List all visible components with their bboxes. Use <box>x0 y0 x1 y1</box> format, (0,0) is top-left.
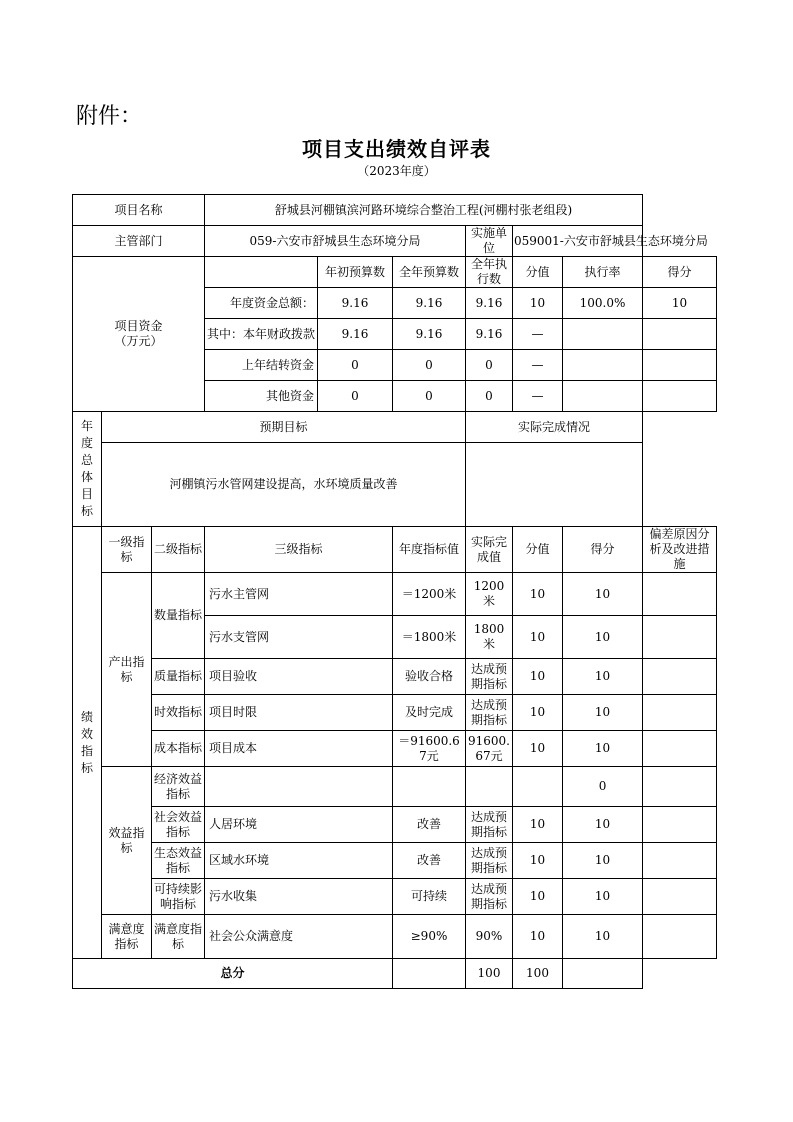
actual-value: 达成预期指标 <box>466 843 513 879</box>
indicator-header-cell: 年度指标值 <box>393 527 466 573</box>
total-row <box>73 959 717 989</box>
score: 10 <box>563 695 643 731</box>
score: 10 <box>563 616 643 659</box>
funds-rate-cell: 100.0% <box>563 288 643 319</box>
target-value: ≥90% <box>393 915 466 959</box>
level2-indicator: 社会效益指标 <box>152 807 205 843</box>
funds-score-cell: 10 <box>643 288 717 319</box>
target-value: 改善 <box>393 807 466 843</box>
evaluation-table <box>72 194 717 989</box>
score: 0 <box>563 767 643 807</box>
funds-score-value-cell: — <box>513 350 563 381</box>
level2-indicator: 成本指标 <box>152 731 205 767</box>
level3-indicator: 项目时限 <box>205 695 393 731</box>
goals-expected-text: 河棚镇污水管网建设提高，水环境质量改善 <box>102 443 466 527</box>
score-value: 10 <box>513 616 563 659</box>
level1-indicator: 效益指标 <box>102 767 152 915</box>
score-value: 10 <box>513 731 563 767</box>
indicator-row <box>73 843 717 879</box>
funds-header-cell: 得分 <box>643 257 717 288</box>
deviation-note <box>643 573 717 616</box>
level3-indicator: 区域水环境 <box>205 843 393 879</box>
indicator-row <box>73 915 717 959</box>
level2-indicator: 数量指标 <box>152 573 205 659</box>
level1-indicator: 满意度指标 <box>102 915 152 959</box>
target-value: ＝1800米 <box>393 616 466 659</box>
total-score: 100 <box>513 959 563 989</box>
level1-indicator: 产出指标 <box>102 573 152 767</box>
project-name-value: 舒城县河棚镇滨河路环境综合整治工程(河棚村张老组段) <box>205 195 643 226</box>
attachment-label: 附件： <box>76 104 143 129</box>
score: 10 <box>563 659 643 695</box>
page-title: 项目支出绩效自评表 <box>302 137 491 161</box>
funds-init-cell: 0 <box>318 350 393 381</box>
indicator-row <box>73 695 717 731</box>
department-row <box>73 226 717 257</box>
level2-indicator: 质量指标 <box>152 659 205 695</box>
funds-annual-cell: 9.16 <box>393 288 466 319</box>
funds-row-label: 其中：本年财政拨款 <box>205 319 318 350</box>
actual-value: 91600.67元 <box>466 731 513 767</box>
score: 10 <box>563 843 643 879</box>
funds-annual-cell: 0 <box>393 350 466 381</box>
funds-rate-cell <box>563 381 643 412</box>
funds-init-cell: 9.16 <box>318 288 393 319</box>
deviation-note <box>643 731 717 767</box>
score-value: 10 <box>513 915 563 959</box>
funds-annual-cell: 9.16 <box>393 319 466 350</box>
score-value <box>513 767 563 807</box>
indicators-header-row <box>73 527 717 573</box>
indicator-header-cell: 分值 <box>513 527 563 573</box>
goals-content-row <box>73 443 717 527</box>
dept-value: 059-六安市舒城县生态环境分局 <box>205 226 466 257</box>
actual-value <box>466 767 513 807</box>
funds-header-cell: 年初预算数 <box>318 257 393 288</box>
deviation-note <box>643 695 717 731</box>
indicator-row <box>73 807 717 843</box>
indicator-row <box>73 573 717 616</box>
funds-header-row <box>73 257 717 288</box>
indicator-header-cell: 三级指标 <box>205 527 393 573</box>
level2-indicator: 生态效益指标 <box>152 843 205 879</box>
total-value: 100 <box>466 959 513 989</box>
goals-label-text: 年度总体目标 <box>80 419 93 518</box>
indicator-header-cell: 实际完成值 <box>466 527 513 573</box>
funds-header-cell: 全年预算数 <box>393 257 466 288</box>
indicator-row <box>73 659 717 695</box>
score: 10 <box>563 807 643 843</box>
funds-row-label: 其他资金 <box>205 381 318 412</box>
indicator-header-cell: 一级指标 <box>102 527 152 573</box>
score: 10 <box>563 879 643 915</box>
level3-indicator: 人居环境 <box>205 807 393 843</box>
target-value: 验收合格 <box>393 659 466 695</box>
funds-exec-cell: 0 <box>466 381 513 412</box>
indicator-header-cell: 得分 <box>563 527 643 573</box>
goals-header-row <box>73 412 717 443</box>
funds-label: 项目资金 （万元） <box>73 257 205 412</box>
level3-indicator <box>205 767 393 807</box>
project-name-label: 项目名称 <box>73 195 205 226</box>
level2-indicator: 可持续影响指标 <box>152 879 205 915</box>
deviation-note <box>643 915 717 959</box>
level3-indicator: 污水收集 <box>205 879 393 915</box>
actual-value: 1800米 <box>466 616 513 659</box>
level2-indicator: 经济效益指标 <box>152 767 205 807</box>
funds-score-cell <box>643 381 717 412</box>
goals-expected-label: 预期目标 <box>102 412 466 443</box>
funds-header-cell: 全年执行数 <box>466 257 513 288</box>
target-value: 及时完成 <box>393 695 466 731</box>
goals-actual-label: 实际完成情况 <box>466 412 643 443</box>
level3-indicator: 社会公众满意度 <box>205 915 393 959</box>
actual-value: 1200米 <box>466 573 513 616</box>
deviation-note <box>643 659 717 695</box>
funds-row-label: 年度资金总额： <box>205 288 318 319</box>
level3-indicator: 项目验收 <box>205 659 393 695</box>
project-name-row <box>73 195 717 226</box>
score: 10 <box>563 573 643 616</box>
level3-indicator: 污水主管网 <box>205 573 393 616</box>
score-value: 10 <box>513 573 563 616</box>
impl-label: 实施单位 <box>466 226 513 257</box>
funds-score-value-cell: — <box>513 319 563 350</box>
funds-init-cell: 9.16 <box>318 319 393 350</box>
target-value: 可持续 <box>393 879 466 915</box>
actual-value: 90% <box>466 915 513 959</box>
deviation-note <box>643 807 717 843</box>
level2-indicator: 时效指标 <box>152 695 205 731</box>
goals-label <box>73 412 102 527</box>
funds-header-blank <box>205 257 318 288</box>
level3-indicator: 污水支管网 <box>205 616 393 659</box>
target-value: ＝91600.67元 <box>393 731 466 767</box>
actual-value: 达成预期指标 <box>466 879 513 915</box>
funds-score-cell <box>643 319 717 350</box>
funds-score-cell <box>643 350 717 381</box>
deviation-note <box>643 767 717 807</box>
target-value: ＝1200米 <box>393 573 466 616</box>
score-value: 10 <box>513 695 563 731</box>
indicator-row <box>73 767 717 807</box>
actual-value: 达成预期指标 <box>466 695 513 731</box>
dept-label: 主管部门 <box>73 226 205 257</box>
funds-score-value-cell: — <box>513 381 563 412</box>
indicator-header-cell: 偏差原因分析及改进措施 <box>643 527 717 573</box>
deviation-note <box>643 843 717 879</box>
funds-annual-cell: 0 <box>393 381 466 412</box>
funds-exec-cell: 0 <box>466 350 513 381</box>
indicators-label-text: 绩效指标 <box>80 709 93 775</box>
funds-rate-cell <box>563 350 643 381</box>
score-value: 10 <box>513 807 563 843</box>
funds-exec-cell: 9.16 <box>466 288 513 319</box>
funds-header-cell: 分值 <box>513 257 563 288</box>
deviation-note <box>643 879 717 915</box>
funds-exec-cell: 9.16 <box>466 319 513 350</box>
funds-score-value-cell: 10 <box>513 288 563 319</box>
indicator-row <box>73 731 717 767</box>
level2-indicator: 满意度指标 <box>152 915 205 959</box>
target-value: 改善 <box>393 843 466 879</box>
score-value: 10 <box>513 659 563 695</box>
indicator-row <box>73 879 717 915</box>
funds-row-label: 上年结转资金 <box>205 350 318 381</box>
total-note <box>563 959 643 989</box>
score: 10 <box>563 731 643 767</box>
score: 10 <box>563 915 643 959</box>
impl-value: 059001-六安市舒城县生态环境分局 <box>513 226 643 257</box>
funds-rate-cell <box>563 319 643 350</box>
deviation-note <box>643 616 717 659</box>
actual-value: 达成预期指标 <box>466 659 513 695</box>
target-value <box>393 767 466 807</box>
indicators-label <box>73 527 102 959</box>
funds-init-cell: 0 <box>318 381 393 412</box>
goals-actual-text <box>466 443 643 527</box>
indicator-header-cell: 二级指标 <box>152 527 205 573</box>
level3-indicator: 项目成本 <box>205 731 393 767</box>
actual-value: 达成预期指标 <box>466 807 513 843</box>
total-blank <box>393 959 466 989</box>
total-label: 总分 <box>73 959 393 989</box>
funds-header-cell: 执行率 <box>563 257 643 288</box>
score-value: 10 <box>513 843 563 879</box>
score-value: 10 <box>513 879 563 915</box>
page-subtitle: （2023年度） <box>357 164 436 178</box>
